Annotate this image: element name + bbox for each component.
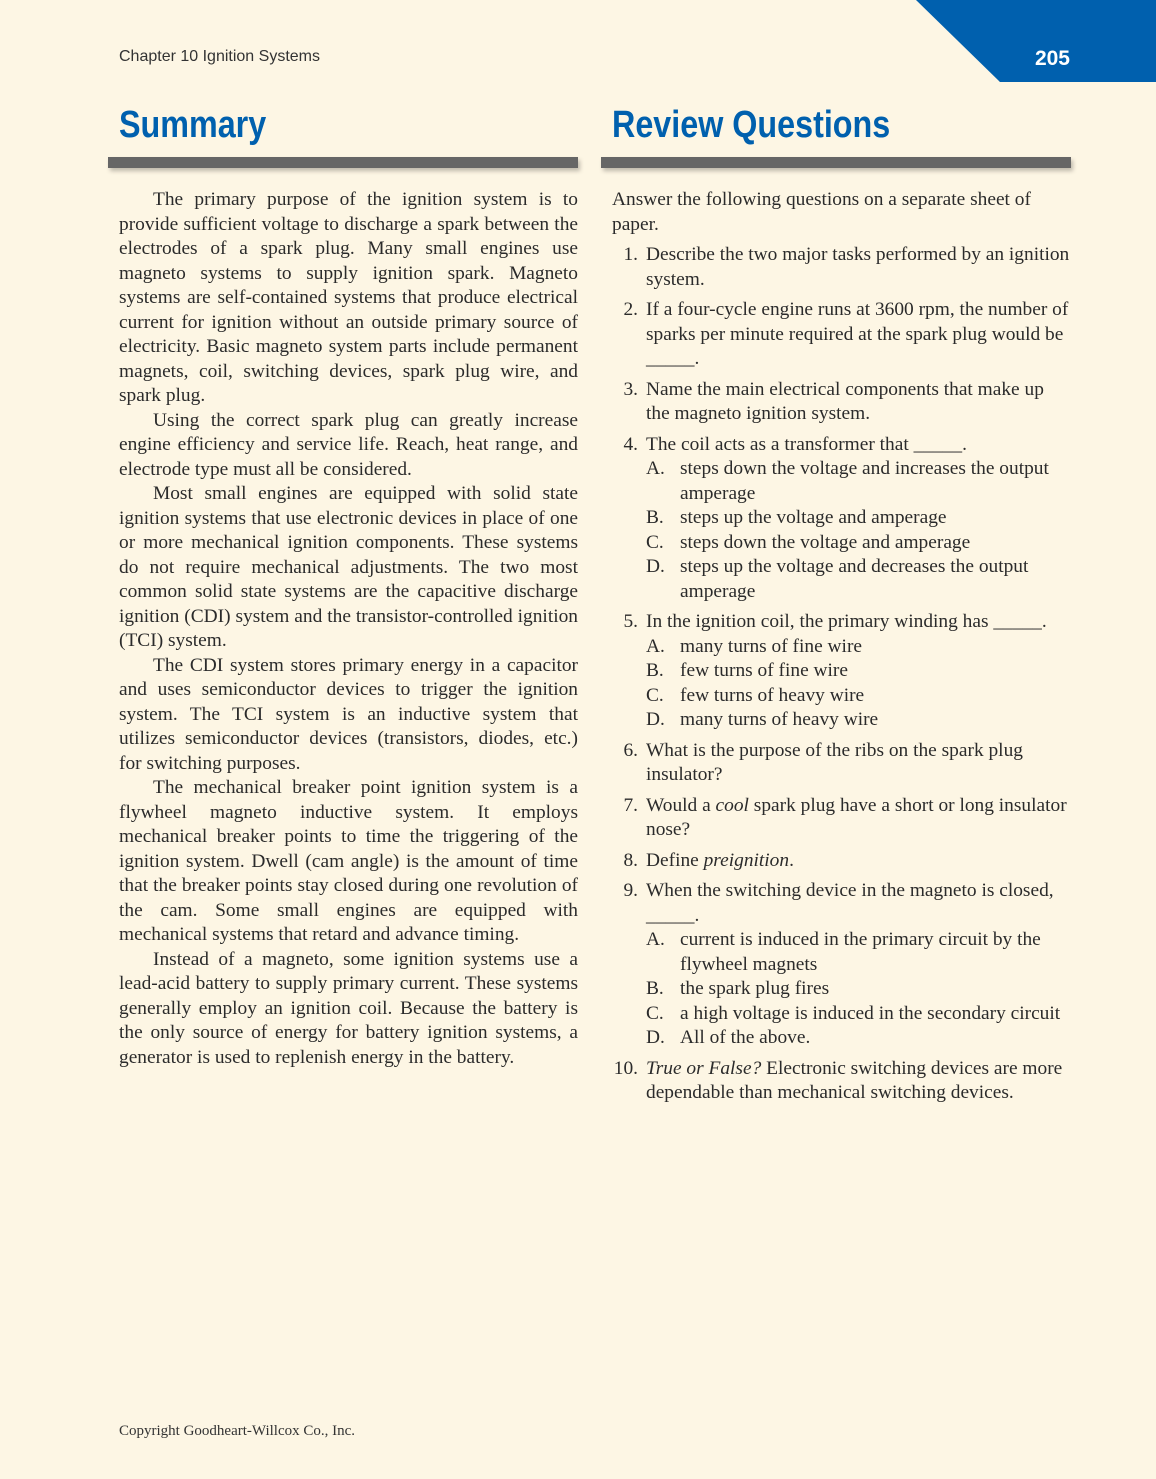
- answer-option: [646, 659, 1072, 684]
- question-number: 9.: [623, 880, 638, 901]
- question-body: [646, 378, 1072, 427]
- question-item: [612, 879, 1072, 1051]
- question-text-post: .: [789, 849, 794, 871]
- question-text-pre: Define: [646, 849, 704, 871]
- question-text: [646, 1057, 1072, 1106]
- option-letter: C.: [646, 1002, 664, 1024]
- option-letter: D.: [646, 556, 665, 577]
- question-text: Describe the two major tasks performed by an ignition system.: [646, 244, 1070, 290]
- question-list: [612, 243, 1072, 1106]
- question-body: [646, 739, 1072, 788]
- option-letter: B.: [646, 507, 664, 528]
- answer-option: [646, 708, 1072, 733]
- summary-heading: Summary: [119, 104, 267, 146]
- answer-option: [646, 977, 1072, 1002]
- answer-option: [646, 555, 1072, 604]
- summary-paragraph: Most small engines are equipped with solid state ignition systems that use electronic devices in place of one or more mechanical ignition components. These systems do not require mechanical adjustments. The two most common solid state systems are the capacitive discharge ignition (CDI) system and the transistor-controlled ignition (TCI) system.: [119, 483, 578, 651]
- question-item: [612, 610, 1072, 733]
- page-number: 205: [1034, 47, 1070, 70]
- option-text: few turns of fine wire: [680, 660, 848, 681]
- review-rule: [601, 157, 1071, 168]
- question-text: When the switching device in the magneto is closed, _____.: [646, 880, 1054, 926]
- question-text: In the ignition coil, the primary winding has _____.: [646, 611, 1047, 632]
- question-text-pre: Would a: [646, 794, 716, 816]
- answer-option: [646, 506, 1072, 531]
- option-letter: D.: [646, 1027, 665, 1048]
- question-number: 7.: [623, 794, 638, 816]
- option-text: All of the above.: [680, 1027, 811, 1048]
- question-number: 6.: [623, 739, 638, 761]
- question-item: [612, 433, 1072, 605]
- question-number: 8.: [623, 849, 638, 871]
- option-letter: A.: [646, 635, 665, 657]
- option-letter: B.: [646, 978, 664, 999]
- option-letter: B.: [646, 660, 664, 681]
- question-body: [646, 610, 1072, 733]
- summary-body: [119, 188, 578, 1070]
- option-letter: A.: [646, 458, 665, 479]
- answer-option: [646, 531, 1072, 556]
- question-number: 2.: [623, 299, 638, 320]
- question-item: [612, 849, 1072, 874]
- answer-option: [646, 1026, 1072, 1051]
- question-item: [612, 1057, 1072, 1106]
- option-text: a high voltage is induced in the secondary circuit: [680, 1002, 1061, 1024]
- question-body: [646, 433, 1072, 605]
- summary-paragraph: The mechanical breaker point ignition system is a flywheel magneto inductive system. It employs mechanical breaker points to time the triggering of the ignition system. Dwell (cam angle) is the amount of time that the breaker points stay closed during one revolution of the cam. Some small engines are equipped with mechanical systems that retard and advance timing.: [119, 777, 578, 945]
- question-text: If a four-cycle engine runs at 3600 rpm, the number of sparks per minute required at the spark plug would be _____.: [646, 299, 1069, 369]
- summary-paragraph: Instead of a magneto, some ignition systems use a lead-acid battery to supply primary current. These systems generally employ an ignition coil. Because the battery is the only source of energy for battery ignition systems, a generator is used to replenish energy in the battery.: [119, 948, 578, 1068]
- answer-option: [646, 1002, 1072, 1027]
- summary-paragraph: The CDI system stores primary energy in a capacitor and uses semiconductor devices to trigger the ignition system. The TCI system is an inductive system that utilizes semiconductor devices (transistors, diodes, etc.) for switching purposes.: [119, 654, 578, 774]
- copyright: Copyright Goodheart-Willcox Co., Inc.: [119, 1423, 356, 1439]
- question-text-em: cool: [715, 794, 749, 816]
- chapter-header: Chapter 10 Ignition Systems: [119, 48, 320, 65]
- option-text: current is induced in the primary circuit by the flywheel magnets: [680, 929, 1041, 975]
- question-text-em: preignition: [703, 849, 790, 871]
- answer-option: [646, 684, 1072, 709]
- question-number: 3.: [623, 378, 638, 400]
- option-letter: C.: [646, 684, 664, 706]
- option-text: steps up the voltage and decreases the output amperage: [680, 556, 1029, 602]
- question-text: What is the purpose of the ribs on the spark plug insulator?: [646, 739, 1023, 785]
- summary-paragraph: Using the correct spark plug can greatly increase engine efficiency and service life. Reach, heat range, and electrode type must all be considered.: [119, 409, 578, 480]
- question-text: [646, 794, 1072, 843]
- question-text-em: True or False?: [646, 1057, 762, 1079]
- option-text: the spark plug fires: [680, 978, 830, 999]
- question-text: Name the main electrical components that make up the magneto ignition system.: [646, 378, 1044, 424]
- question-text-post: spark plug have a short or long insulator nose?: [646, 794, 1067, 840]
- question-text: [646, 849, 1072, 874]
- question-body: [646, 243, 1072, 292]
- option-text: many turns of fine wire: [680, 635, 863, 657]
- answer-option: [646, 928, 1072, 977]
- review-questions: [612, 188, 1072, 1112]
- question-body: [646, 849, 1072, 874]
- option-letter: C.: [646, 531, 664, 553]
- question-item: [612, 298, 1072, 372]
- question-item: [612, 739, 1072, 788]
- option-text: steps down the voltage and amperage: [680, 531, 971, 553]
- option-text: steps down the voltage and increases the output amperage: [680, 458, 1049, 504]
- question-item: [612, 378, 1072, 427]
- question-number: 1.: [623, 244, 638, 265]
- summary-paragraph: The primary purpose of the ignition system is to provide sufficient voltage to discharge a spark between the electrodes of a spark plug. Many small engines use magneto systems to supply ignition spark. Magneto systems are self-contained systems that produce electrical current for ignition without an outside primary source of electricity. Basic magneto system parts include permanent magnets, coil, switching devices, spark plug wire, and spark plug.: [119, 189, 578, 406]
- review-heading: Review Questions: [612, 104, 891, 146]
- summary-rule: [108, 157, 578, 168]
- answer-option: [646, 635, 1072, 660]
- question-body: [646, 1057, 1072, 1106]
- question-text: The coil acts as a transformer that _____.: [646, 433, 967, 455]
- question-body: [646, 879, 1072, 1051]
- option-text: many turns of heavy wire: [680, 709, 879, 730]
- option-letter: D.: [646, 709, 665, 730]
- question-item: [612, 794, 1072, 843]
- review-intro: Answer the following questions on a separate sheet of paper.: [612, 189, 1031, 235]
- question-number: 4.: [623, 433, 638, 455]
- question-body: [646, 298, 1072, 372]
- question-text-post: Electronic switching devices are more dependable than mechanical switching devices.: [646, 1057, 1063, 1103]
- option-text: steps up the voltage and amperage: [680, 507, 947, 528]
- answer-option: [646, 457, 1072, 506]
- option-text: few turns of heavy wire: [680, 684, 865, 706]
- question-number: 10.: [613, 1057, 638, 1079]
- question-item: [612, 243, 1072, 292]
- question-number: 5.: [623, 611, 638, 632]
- option-letter: A.: [646, 929, 665, 950]
- question-body: [646, 794, 1072, 843]
